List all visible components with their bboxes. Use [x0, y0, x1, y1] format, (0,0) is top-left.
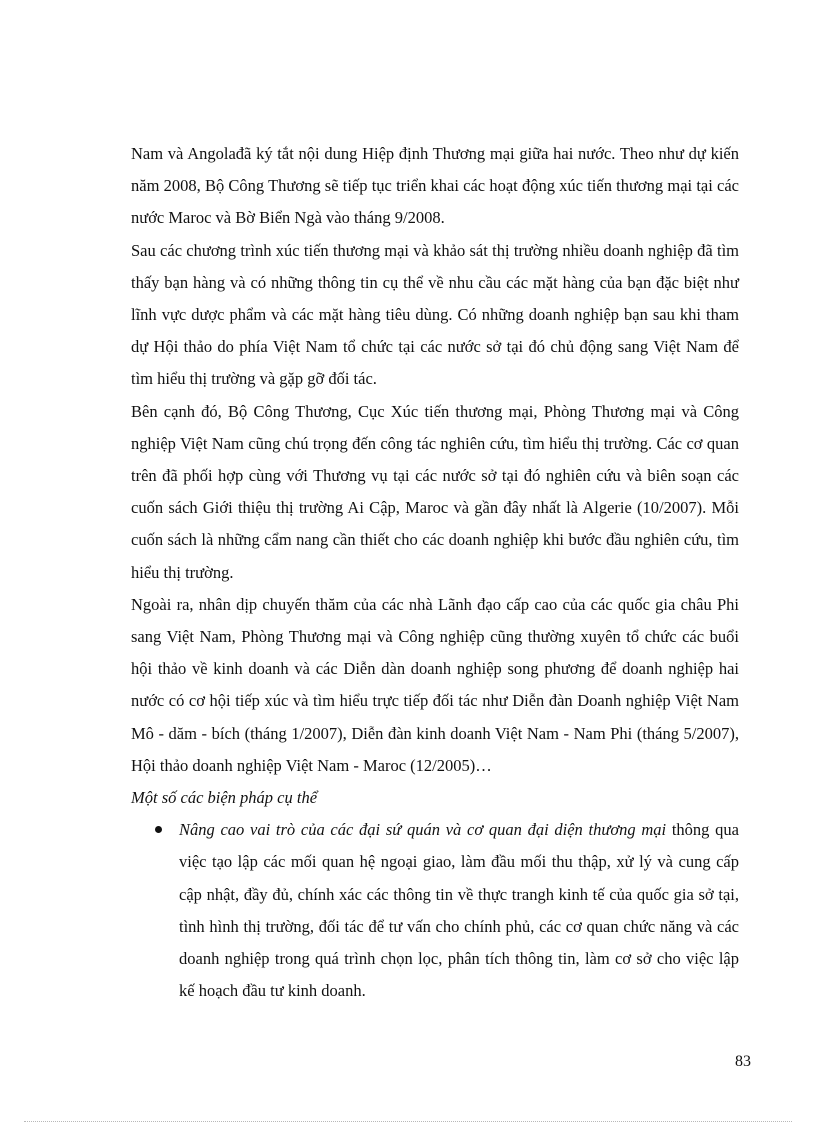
bullet-body-text: thông qua việc tạo lập các mối quan hệ ngoại giao, làm đầu mối thu thập, xử lý và cung cấp cập nhật, đầy đủ, chính xác các thông tin về thực trangh kinh tế của quốc gia sở tại, tình hình thị trường, đối tác để tư vấn cho chính phủ, các cơ quan chức năng và các doanh nghiệp trong quá trình chọn lọc, phân tích thông tin, làm cơ sở cho việc lập kế hoạch đầu tư kinh doanh.	[179, 820, 739, 1001]
paragraph-angola-agreement: Nam và Angolađã ký tắt nội dung Hiệp định Thương mại giữa hai nước. Theo như dự kiến năm 2008, Bộ Công Thương sẽ tiếp tục triển khai các hoạt động xúc tiến thương mại tại các nước Maroc và Bờ Biển Ngà vào tháng 9/2008.	[131, 144, 739, 228]
paragraph-market-research: Bên cạnh đó, Bộ Công Thương, Cục Xúc tiến thương mại, Phòng Thương mại và Công nghiệp Việt Nam cũng chú trọng đến công tác nghiên cứu, tìm hiểu thị trường. Các cơ quan trên đã phối hợp cùng với Thương vụ tại các nước sở tại đó nghiên cứu và biên soạn các cuốn sách Giới thiệu thị trường Ai Cập, Maroc và gần đây nhất là Algerie (10/2007). Mỗi cuốn sách là những cẩm nang cần thiết cho các doanh nghiệp khi bước đầu nghiên cứu, tìm hiểu thị trường.	[131, 401, 739, 582]
paragraph-business-forums: Ngoài ra, nhân dịp chuyến thăm của các nhà Lãnh đạo cấp cao của các quốc gia châu Phi sang Việt Nam, Phòng Thương mại và Công nghiệp cũng thường xuyên tổ chức các buổi hội thảo về kinh doanh và các Diễn dàn doanh nghiệp song phương để doanh nghiệp hai nước có cơ hội tiếp xúc và tìm hiểu trực tiếp đối tác như Diễn đàn Doanh nghiệp Việt Nam Mô - dăm - bích (tháng 1/2007), Diễn đàn kinh doanh Việt Nam - Nam Phi (tháng 5/2007), Hội thảo doanh nghiệp Việt Nam - Maroc (12/2005)…	[131, 594, 739, 775]
page-number: 83	[735, 1053, 751, 1070]
bullet-dot-icon	[155, 826, 162, 833]
bullet-lead-text: Nâng cao vai trò của các đại sứ quán và cơ quan đại diện thương mại	[179, 820, 667, 840]
paragraph-trade-promotion-results: Sau các chương trình xúc tiến thương mại và khảo sát thị trường nhiều doanh nghiệp đã tìm thấy bạn hàng và có những thông tin cụ thể về nhu cầu các mặt hàng của bạn đặc biệt như lĩnh vực dược phẩm và các mặt hàng tiêu dùng. Có những doanh nghiệp bạn sau khi tham dự Hội thảo do phía Việt Nam tổ chức tại các nước sở tại đó chủ động sang Việt Nam để tìm hiểu thị trường và gặp gỡ đối tác.	[131, 240, 739, 389]
footer-divider	[24, 1121, 792, 1122]
measures-list	[131, 814, 739, 1007]
list-item	[131, 814, 739, 1007]
section-heading: Một số các biện pháp cụ thể	[131, 788, 318, 808]
page-body	[131, 138, 739, 1007]
